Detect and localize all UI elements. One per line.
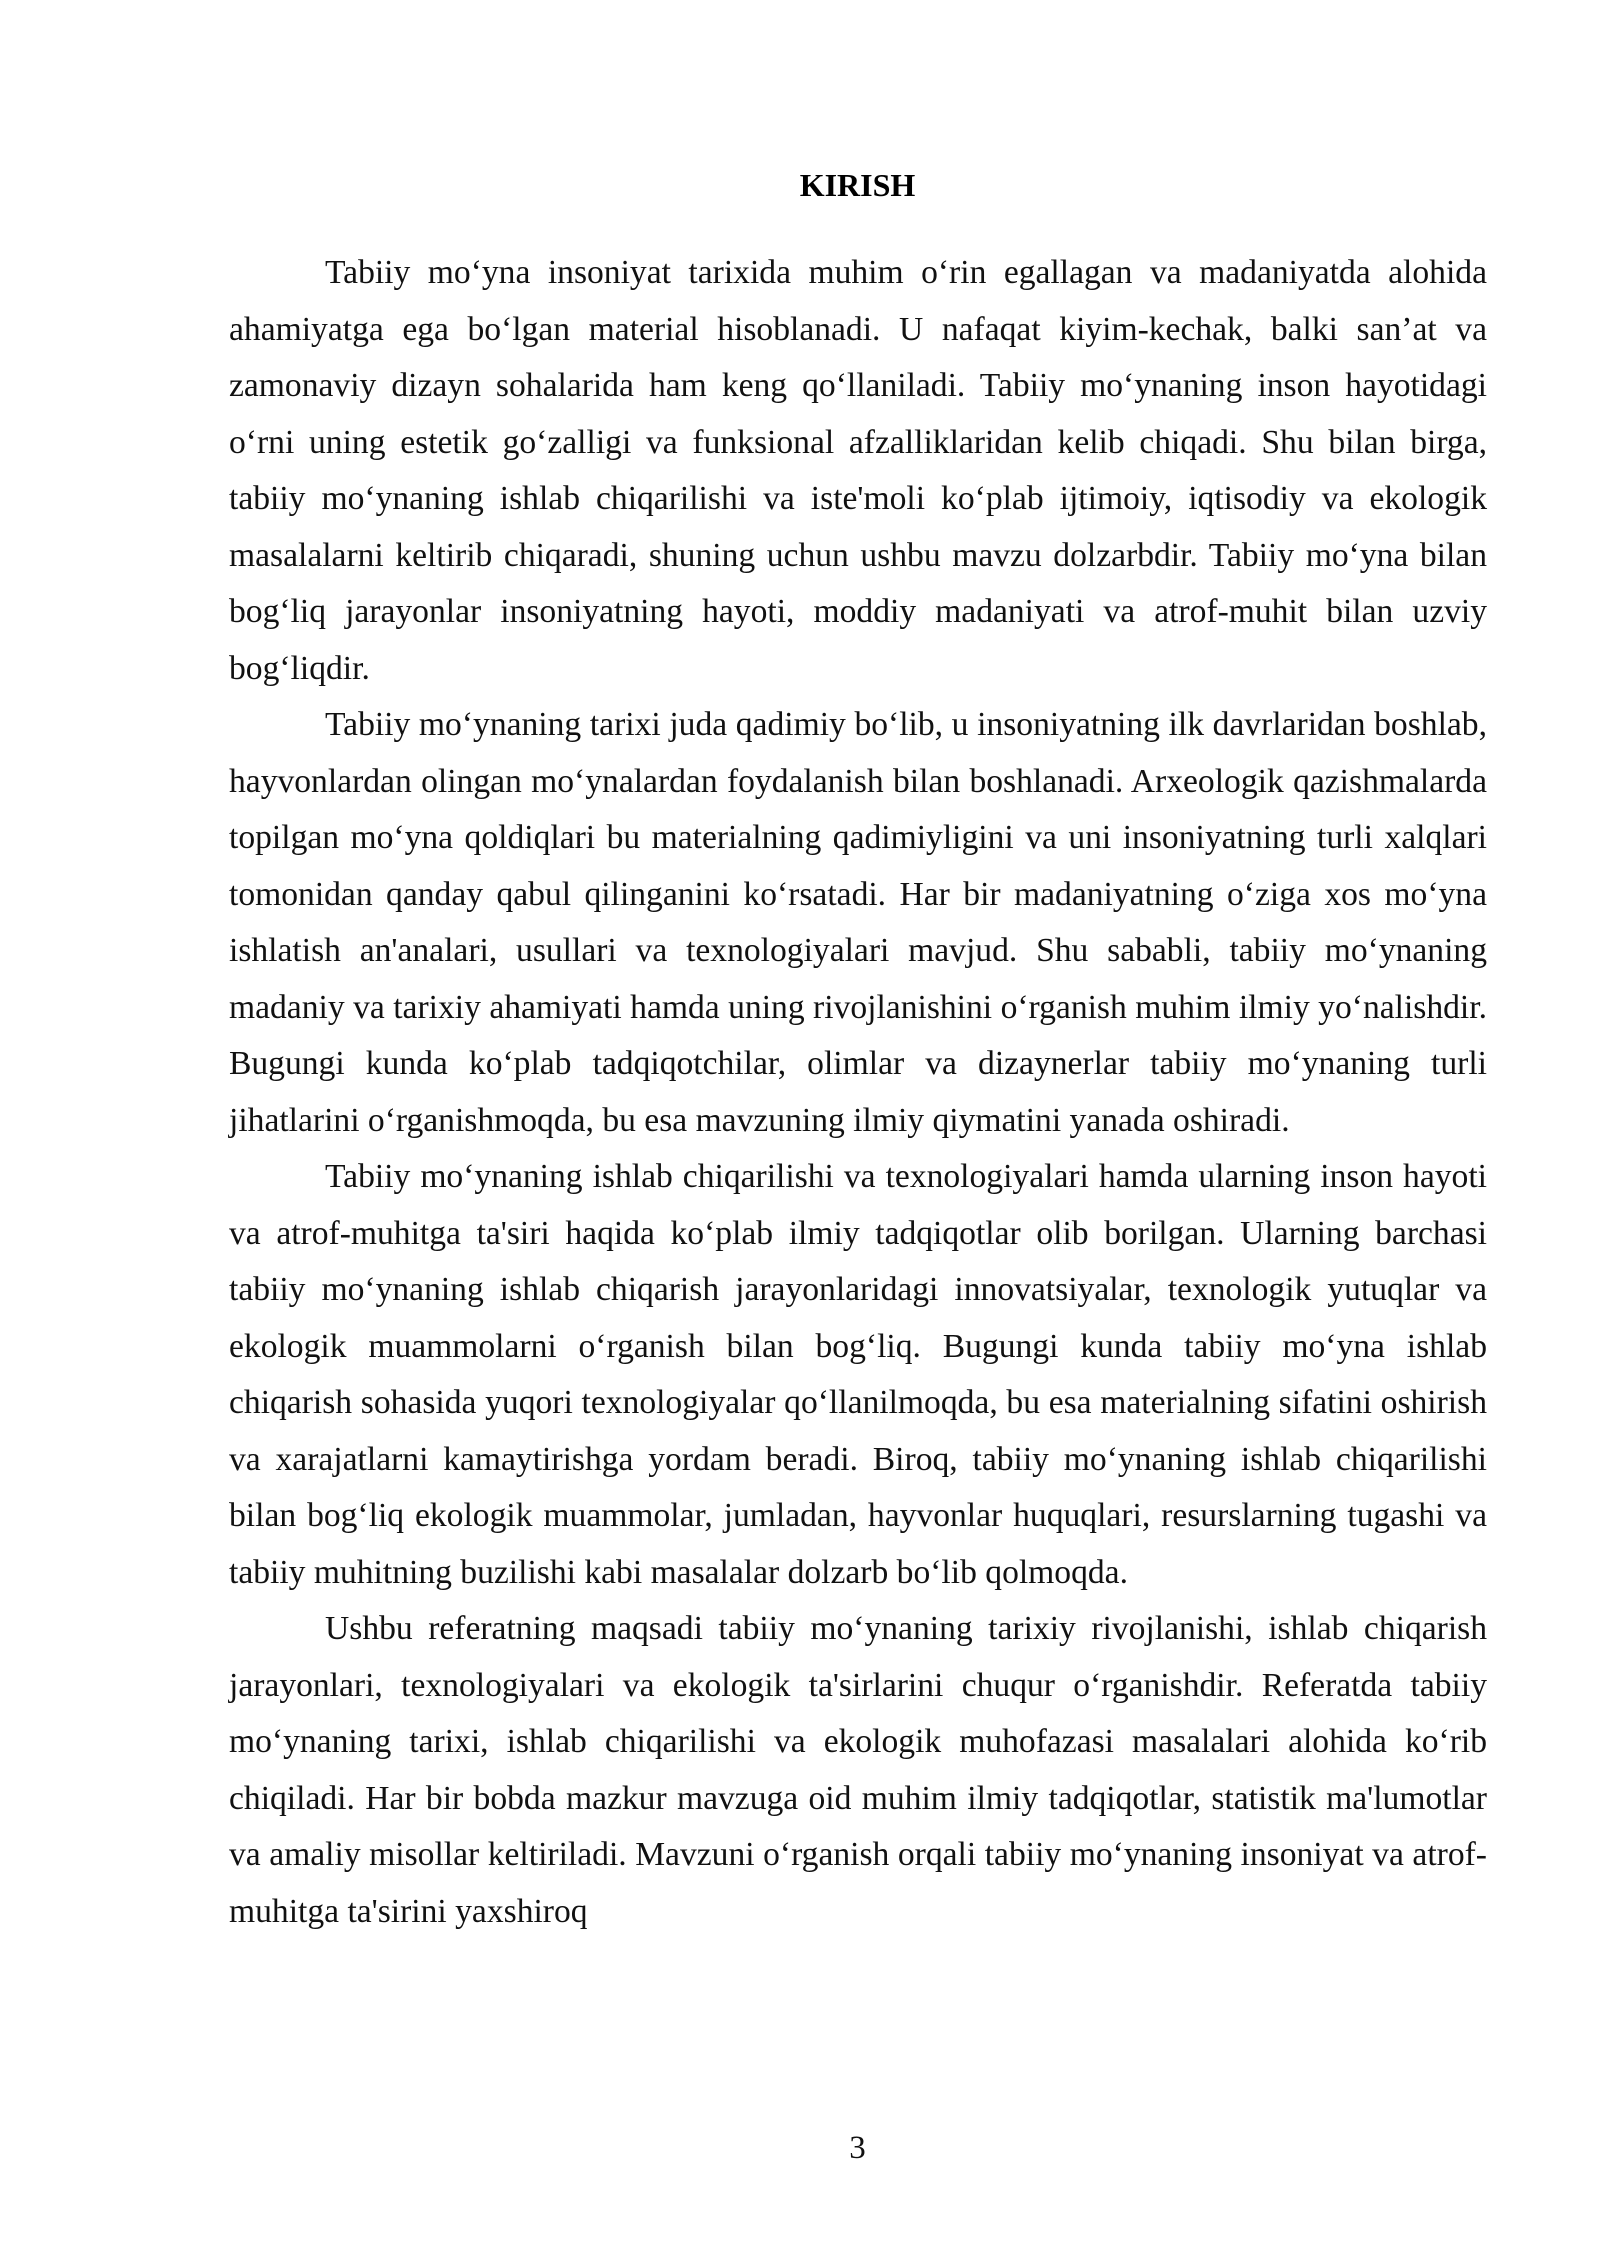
body-text: [229, 245, 1487, 1940]
paragraph-3: Tabiiy mo‘ynaning ishlab chiqarilishi va texnologiyalari hamda ularning inson hayoti va atrof-muhitga ta'siri haqida ko‘plab ilmiy tadqiqotlar olib borilgan. Ularning barchasi tabiiy mo‘ynaning ishlab chiqarish jarayonlaridagi innovatsiyalar, texnologik yutuqlar va ekologik muammolarni o‘rganish bilan bog‘liq. Bugungi kunda tabiiy mo‘yna ishlab chiqarish sohasida yuqori texnologiyalar qo‘llanilmoqda, bu esa materialning sifatini oshirish va xarajatlarni kamaytirishga yordam beradi. Biroq, tabiiy mo‘ynaning ishlab chiqarilishi bilan bog‘liq ekologik muammolar, jumladan, hayvonlar huquqlari, resurslarning tugashi va tabiiy muhitning buzilishi kabi masalalar dolzarb bo‘lib qolmoqda.: [229, 1158, 1487, 1591]
paragraph-2: Tabiiy mo‘ynaning tarixi juda qadimiy bo‘lib, u insoniyatning ilk davrlaridan boshlab, hayvonlardan olingan mo‘ynalardan foydalanish bilan boshlanadi. Arxeologik qazishmalarda topilgan mo‘yna qoldiqlari bu materialning qadimiyligini va uni insoniyatning turli xalqlari tomonidan qanday qabul qilinganini ko‘rsatadi. Har bir madaniyatning o‘ziga xos mo‘yna ishlatish an'analari, usullari va texnologiyalari mavjud. Shu sababli, tabiiy mo‘ynaning madaniy va tarixiy ahamiyati hamda uning rivojlanishini o‘rganish muhim ilmiy yo‘nalishdir. Bugungi kunda ko‘plab tadqiqotchilar, olimlar va dizaynerlar tabiiy mo‘ynaning turli jihatlarini o‘rganishmoqda, bu esa mavzuning ilmiy qiymatini yanada oshiradi.: [229, 706, 1487, 1139]
page-number: 3: [849, 2130, 866, 2166]
paragraph-1: Tabiiy mo‘yna insoniyat tarixida muhim o‘rin egallagan va madaniyatda alohida ahamiyatga ega bo‘lgan material hisoblanadi. U nafaqat kiyim-kechak, balki san’at va zamonaviy dizayn sohalarida ham keng qo‘llaniladi. Tabiiy mo‘ynaning inson hayotidagi o‘rni uning estetik go‘zalligi va funksional afzalliklaridan kelib chiqadi. Shu bilan birga, tabiiy mo‘ynaning ishlab chiqarilishi va iste'moli ko‘plab ijtimoiy, iqtisodiy va ekologik masalalarni keltirib chiqaradi, shuning uchun ushbu mavzu dolzarbdir. Tabiiy mo‘yna bilan bog‘liq jarayonlar insoniyatning hayoti, moddiy madaniyati va atrof-muhit bilan uzviy bog‘liqdir.: [229, 254, 1487, 687]
section-heading: KIRISH: [799, 167, 916, 203]
paragraph-4: Ushbu referatning maqsadi tabiiy mo‘ynaning tarixiy rivojlanishi, ishlab chiqarish jarayonlari, texnologiyalari va ekologik ta'sirlarini chuqur o‘rganishdir. Referatda tabiiy mo‘ynaning tarixi, ishlab chiqarilishi va ekologik muhofazasi masalalari alohida ko‘rib chiqiladi. Har bir bobda mazkur mavzuga oid muhim ilmiy tadqiqotlar, statistik ma'lumotlar va amaliy misollar keltiriladi. Mavzuni o‘rganish orqali tabiiy mo‘ynaning insoniyat va atrof-muhitga ta'sirini yaxshiroq: [229, 1610, 1487, 1930]
